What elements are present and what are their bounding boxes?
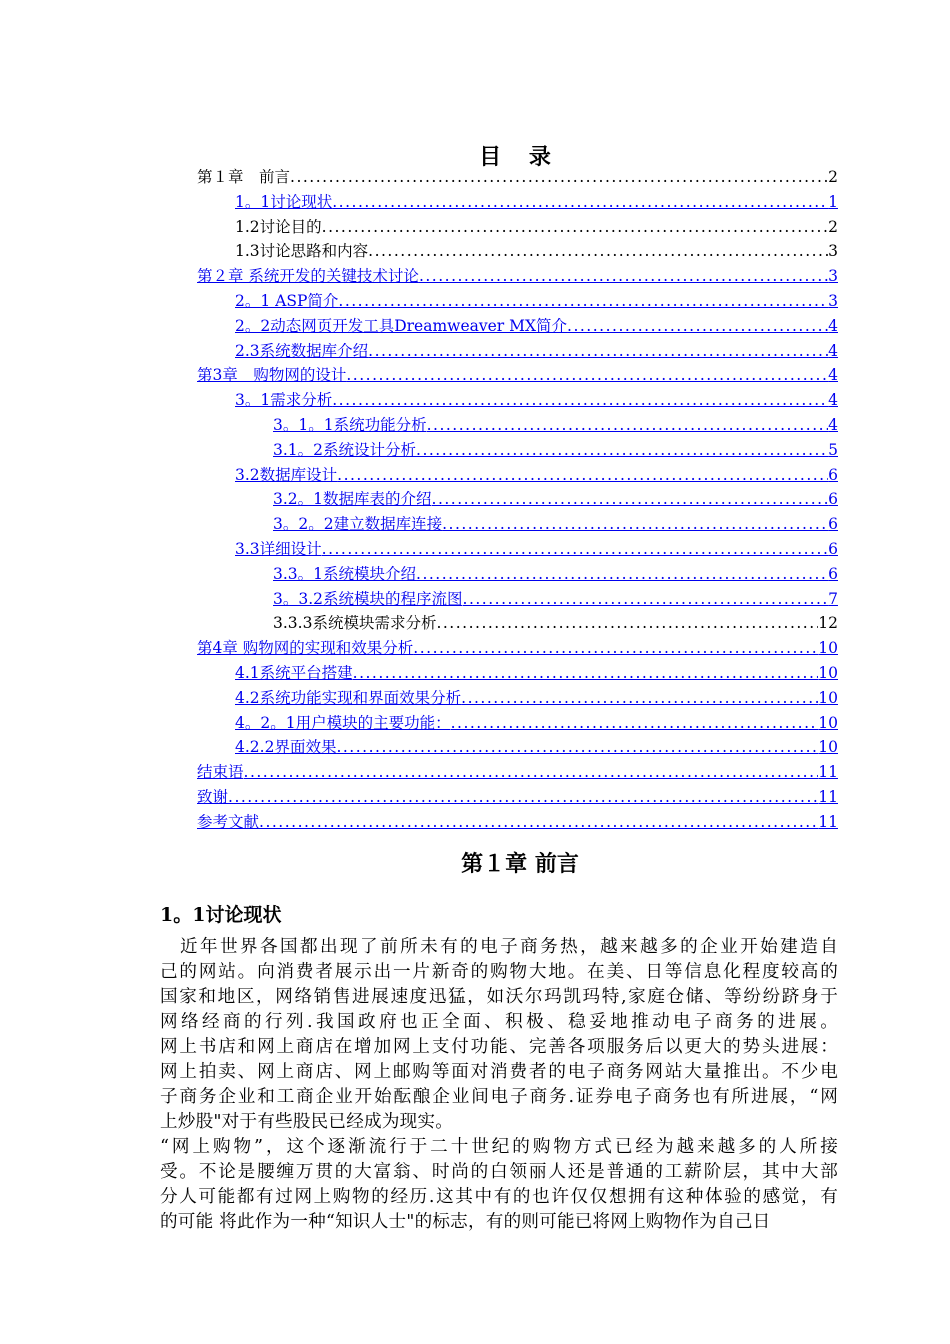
toc-entry-page: 7 — [828, 589, 838, 608]
paragraph-line: 近年世界各国都出现了前所未有的电子商务热，越来越多的企业开始建造自 — [160, 937, 838, 957]
toc-leader-dots — [332, 390, 828, 410]
toc-entry-label: 第２章 系统开发的关键技术讨论 — [197, 267, 419, 286]
toc-entry[interactable] — [273, 413, 838, 435]
toc-leader-dots — [290, 167, 828, 187]
toc-entry-label: 3.3。1系统模块介绍 — [273, 564, 417, 583]
toc-leader-dots — [416, 440, 828, 460]
toc-entry-page: 6 — [828, 564, 838, 583]
paragraph-line: 己的网站。向消费者展示出一片新奇的购物大地。在美、日等信息化程度较高的 — [160, 962, 838, 982]
toc-entry-page: 4 — [828, 366, 838, 385]
toc-entry-page: 3 — [828, 292, 838, 310]
toc-entry-label: 1。1讨论现状 — [235, 192, 333, 211]
toc-leader-dots — [416, 564, 828, 584]
toc-entry[interactable] — [235, 190, 838, 212]
toc-entry[interactable] — [235, 661, 838, 683]
chapter-title: 第１章 前言 — [461, 851, 579, 877]
toc-entry — [273, 611, 838, 633]
toc-entry-label: 4.1系统平台搭建 — [235, 664, 353, 682]
toc-entry[interactable] — [197, 810, 838, 832]
toc-entry[interactable] — [273, 438, 838, 460]
paragraph-line: 网上书店和网上商店在增加网上支付功能、完善各项服务后以更大的势头进展： — [160, 1037, 838, 1057]
toc-entry-label: 参考文献 — [197, 812, 260, 831]
toc-entry[interactable] — [235, 463, 838, 485]
toc-entry-page: 3 — [828, 242, 838, 261]
toc-entry-label: 3.2数据库设计 — [235, 465, 338, 484]
toc-leader-dots — [368, 341, 828, 361]
toc-entry[interactable] — [273, 487, 838, 509]
paragraph-line: 国家和地区，网络销售进展速度迅猛，如沃尔玛凯玛特,家庭仓储、等纷纷跻身于 — [160, 987, 838, 1007]
toc-entry-page: 6 — [828, 540, 838, 558]
toc-entry-label: 3.3详细设计 — [235, 540, 322, 558]
toc-entry-page: 10 — [818, 713, 838, 732]
toc-entry-label: 第3章 购物网的设计 — [197, 366, 347, 385]
toc-entry[interactable] — [197, 636, 838, 658]
toc-entry-label: 4.2系统功能实现和界面效果分析 — [235, 688, 462, 707]
toc-entry-page: 4 — [828, 416, 838, 434]
toc-leader-dots — [461, 688, 818, 708]
toc-entry-label: 致谢 — [197, 788, 229, 806]
toc-leader-dots — [353, 663, 819, 683]
toc-entry-page: 11 — [818, 812, 838, 831]
toc-entry — [235, 215, 838, 237]
toc-entry-label: 2.3系统数据库介绍 — [235, 341, 369, 360]
toc-entry-page: 4 — [828, 391, 838, 410]
toc-entry[interactable] — [235, 537, 838, 559]
paragraph-line: 上炒股"对于有些股民已经成为现实。 — [160, 1112, 453, 1132]
toc-leader-dots — [346, 365, 828, 385]
body-paragraph-1 — [160, 935, 838, 1135]
paragraph-line: “网上购物”，这个逐渐流行于二十世纪的购物方式已经为越来越多的人所接 — [160, 1137, 838, 1157]
toc-entry-page: 6 — [828, 515, 838, 534]
toc-leader-dots — [419, 266, 828, 286]
toc-entry-page: 4 — [828, 316, 838, 335]
toc-entry-page: 3 — [828, 267, 838, 286]
toc-entry-label: 第１章 前言 — [197, 168, 291, 186]
toc-leader-dots — [338, 291, 828, 311]
toc-entry[interactable] — [197, 264, 838, 286]
toc-entry-label: 3.1。2系统设计分析 — [273, 440, 417, 459]
toc-leader-dots — [368, 241, 828, 261]
toc-entry[interactable] — [235, 711, 838, 733]
toc-leader-dots — [322, 217, 828, 237]
toc-entry[interactable] — [273, 587, 838, 609]
toc-entry — [235, 239, 838, 261]
toc-entry — [197, 165, 838, 187]
toc-entry-label: 1.2讨论目的 — [235, 217, 322, 236]
toc-entry-label: 3.3.3系统模块需求分析 — [273, 614, 437, 633]
toc-leader-dots — [337, 465, 828, 485]
toc-leader-dots — [451, 713, 819, 733]
toc-entry-label: 2。2动态网页开发工具Dreamweaver MX简介 — [235, 316, 568, 335]
toc-entry-label: 3。1需求分析 — [235, 391, 333, 410]
toc-entry-label: 3。2。2建立数据库连接 — [273, 515, 443, 534]
toc-entry[interactable] — [235, 686, 838, 708]
toc-entry-label: 4。2。1用户模块的主要功能： — [235, 713, 451, 732]
toc-entry-page: 11 — [818, 763, 838, 782]
toc-entry[interactable] — [235, 735, 838, 757]
toc-leader-dots — [427, 415, 829, 435]
toc-entry-page: 4 — [828, 341, 838, 360]
paragraph-line: 受。不论是腰缠万贯的大富翁、时尚的白领丽人还是普通的工薪阶层，其中大部 — [160, 1162, 838, 1182]
paragraph-line: 子商务企业和工商企业开始酝酿企业间电子商务.证券电子商务也有所进展，“网 — [160, 1087, 838, 1107]
toc-leader-dots — [336, 737, 818, 757]
toc-entry-label: 结束语 — [197, 763, 244, 782]
toc-entry-page: 6 — [828, 490, 838, 509]
paragraph-line: 网上拍卖、网上商店、网上邮购等面对消费者的电子商务网站大量推出。不少电 — [160, 1062, 838, 1082]
toc-entry-label: 2。1 ASP简介 — [235, 292, 339, 310]
toc-entry[interactable] — [235, 339, 838, 361]
toc-entry-page: 5 — [828, 440, 838, 459]
toc-leader-dots — [567, 316, 828, 336]
toc-entry-label: 3。3.2系统模块的程序流图 — [273, 589, 463, 608]
toc-entry[interactable] — [235, 289, 838, 311]
toc-entry-page: 2 — [828, 217, 838, 236]
section-title: 1。1讨论现状 — [160, 904, 282, 926]
toc-entry-page: 6 — [828, 465, 838, 484]
paragraph-line: 的可能 将此作为一种“知识人士"的标志，有的则可能已将网上购物作为自己日 — [160, 1212, 771, 1232]
toc-leader-dots — [259, 812, 818, 832]
toc-entry[interactable] — [197, 363, 838, 385]
toc-entry-page: 2 — [828, 168, 838, 186]
toc-entry-page: 10 — [818, 639, 838, 658]
toc-leader-dots — [432, 489, 829, 509]
toc-entry[interactable] — [273, 512, 838, 534]
toc-entry-page: 10 — [818, 738, 838, 757]
toc-entry[interactable] — [235, 388, 838, 410]
toc-entry-page: 10 — [818, 688, 838, 707]
toc-entry-page: 1 — [828, 192, 838, 211]
toc-leader-dots — [332, 192, 828, 212]
toc-leader-dots — [442, 514, 828, 534]
toc-entry-page: 12 — [818, 614, 838, 633]
toc-leader-dots — [322, 539, 828, 559]
toc-entry-page: 11 — [818, 788, 838, 806]
toc-leader-dots — [228, 787, 818, 807]
paragraph-line: 网络经商的行列.我国政府也正全面、积极、稳妥地推动电子商务的进展。 — [160, 1012, 838, 1032]
toc-entry-label: 4.2.2界面效果 — [235, 738, 337, 757]
toc-leader-dots — [463, 589, 829, 609]
toc-entry-label: 1.3讨论思路和内容 — [235, 242, 369, 261]
toc-title: 目 录 — [479, 144, 561, 170]
toc-entry[interactable] — [235, 314, 838, 336]
body-paragraph-2 — [160, 1135, 838, 1235]
toc-entry-label: 第4章 购物网的实现和效果分析 — [197, 639, 414, 658]
toc-entry-label: 3。1。1系统功能分析 — [273, 416, 427, 434]
toc-entry[interactable] — [273, 562, 838, 584]
toc-leader-dots — [436, 613, 818, 633]
toc-leader-dots — [244, 762, 819, 782]
toc-entry[interactable] — [197, 760, 838, 782]
toc-entry-label: 3.2。1数据库表的介绍 — [273, 490, 432, 509]
toc-entry[interactable] — [197, 785, 838, 807]
toc-entry-page: 10 — [818, 664, 838, 682]
paragraph-line: 分人可能都有过网上购物的经历.这其中有的也许仅仅想拥有这种体验的感觉，有 — [160, 1187, 838, 1207]
toc-leader-dots — [413, 638, 818, 658]
